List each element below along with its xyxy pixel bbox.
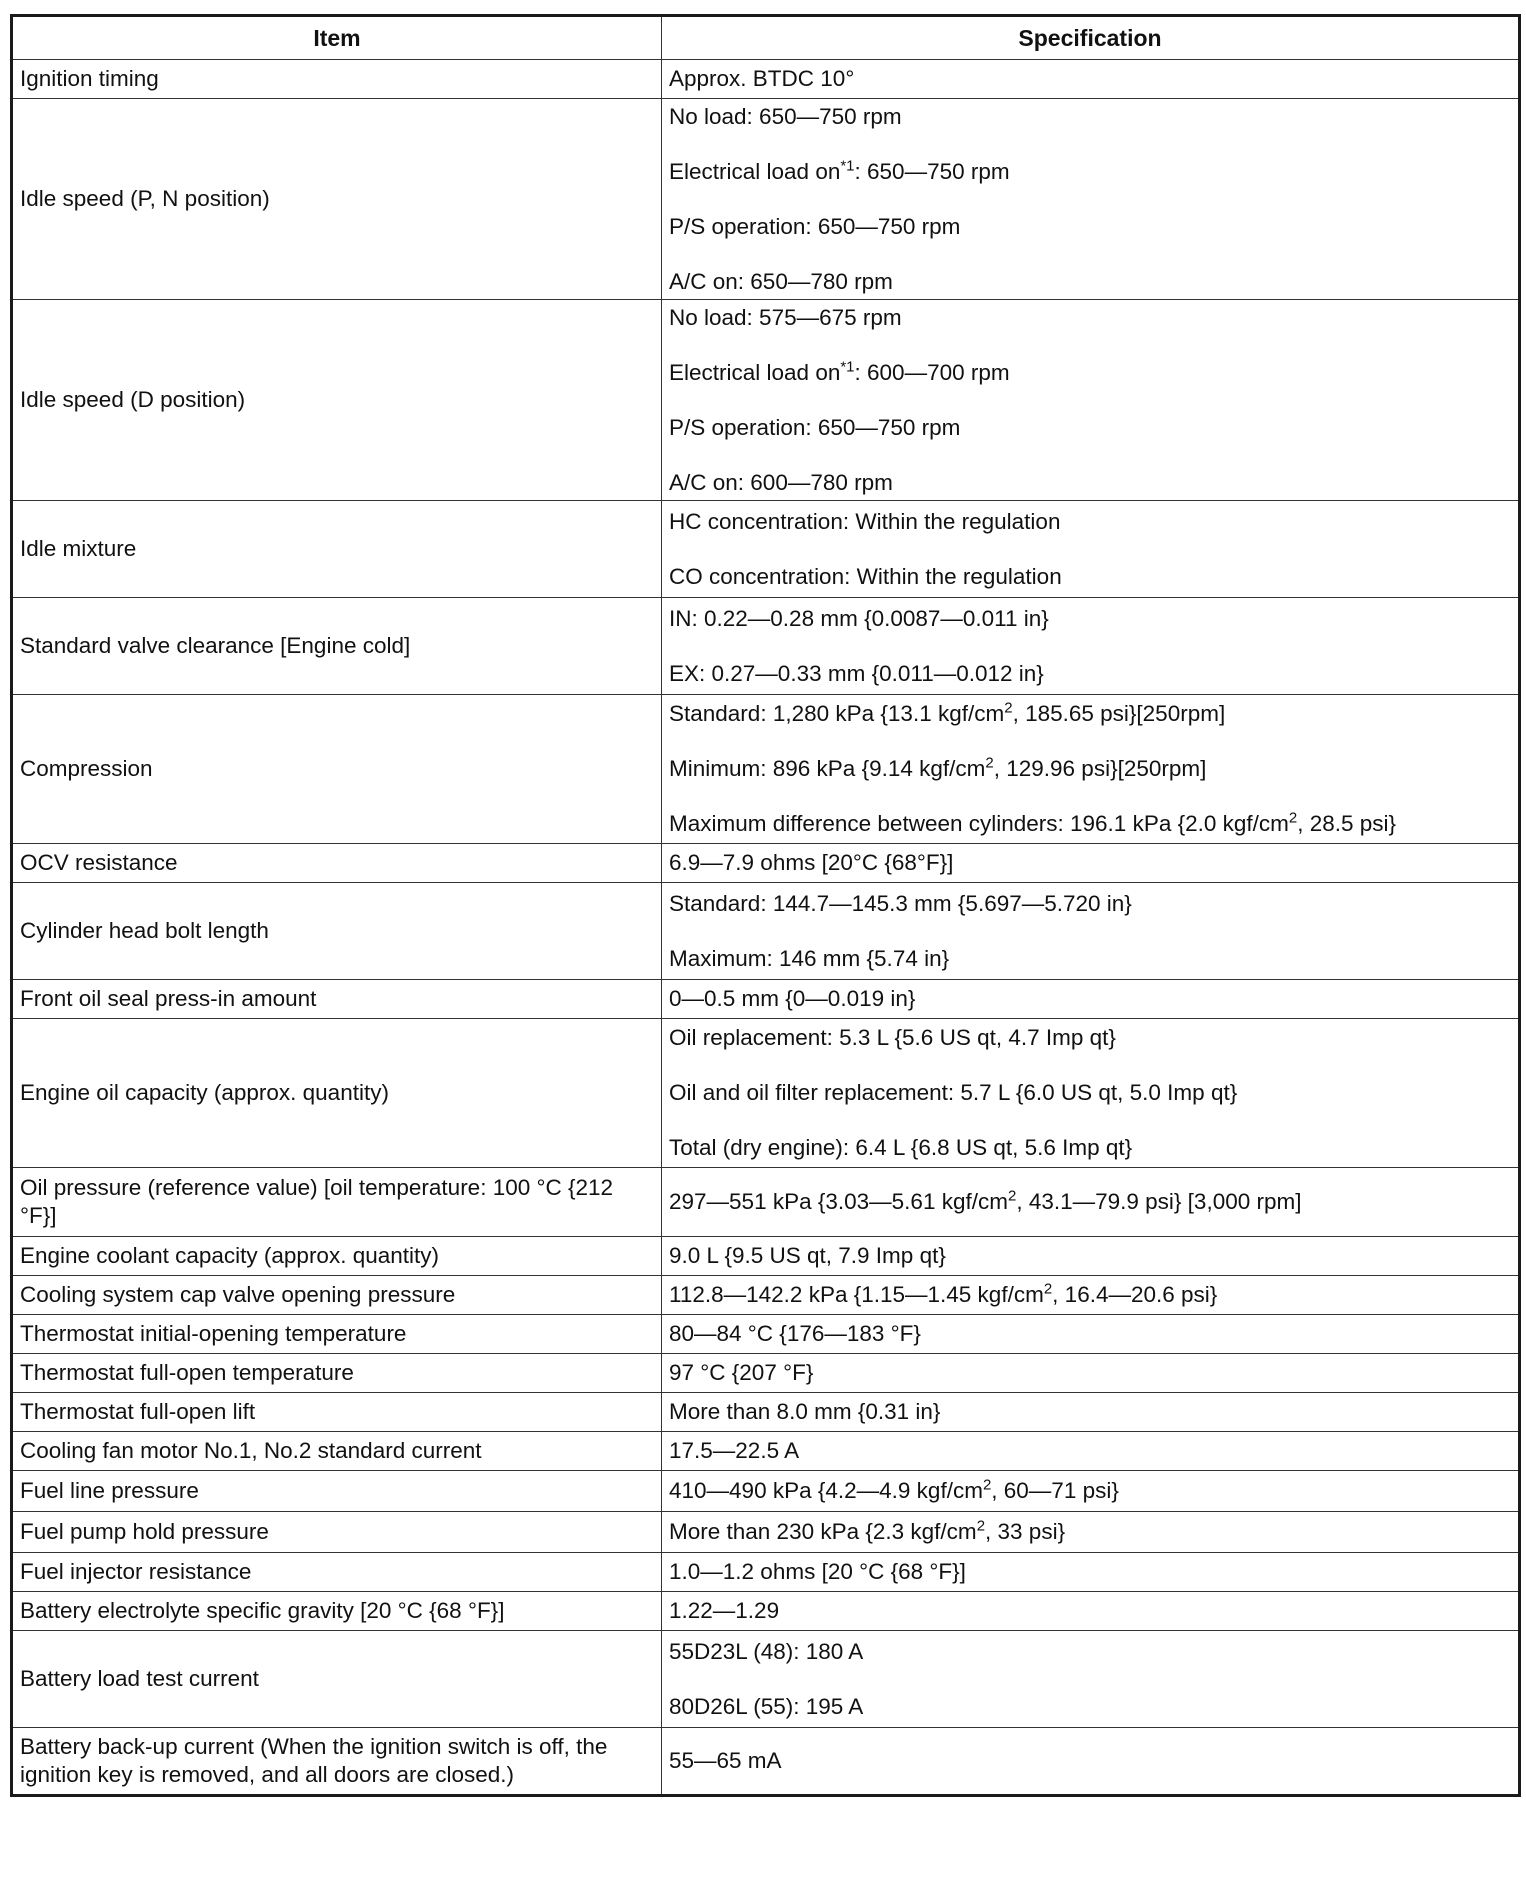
spec-line: Total (dry engine): 6.4 L {6.8 US qt, 5.6 Imp qt} xyxy=(669,1135,1133,1160)
header-item: Item xyxy=(12,16,662,60)
table-row xyxy=(12,1276,1520,1315)
item-cell: Battery electrolyte specific gravity [20 °C {68 °F}] xyxy=(12,1592,662,1631)
item-cell: Idle speed (D position) xyxy=(12,300,662,501)
specification-cell xyxy=(662,1393,1520,1432)
specification-cell xyxy=(662,1553,1520,1592)
item-cell: Fuel injector resistance xyxy=(12,1553,662,1592)
spec-text: , 16.4—20.6 psi} xyxy=(1052,1282,1218,1307)
specification-cell xyxy=(662,1168,1520,1237)
table-row xyxy=(12,1315,1520,1354)
item-cell: Thermostat full-open lift xyxy=(12,1393,662,1432)
superscript: *1 xyxy=(840,358,855,375)
table-row xyxy=(12,501,1520,598)
header-row xyxy=(12,16,1520,60)
specification-cell xyxy=(662,1592,1520,1631)
specification-cell xyxy=(662,1432,1520,1471)
spec-sheet xyxy=(10,14,1518,1797)
item-cell: Standard valve clearance [Engine cold] xyxy=(12,598,662,695)
table-row xyxy=(12,883,1520,980)
table-row xyxy=(12,1728,1520,1796)
table-row xyxy=(12,598,1520,695)
spec-line: CO concentration: Within the regulation xyxy=(669,563,1062,589)
spec-text: 410—490 kPa {4.2—4.9 kgf/cm xyxy=(669,1478,983,1503)
specification-cell xyxy=(662,1728,1520,1796)
specification-cell xyxy=(662,1237,1520,1276)
table-row xyxy=(12,1237,1520,1276)
specification-cell xyxy=(662,1315,1520,1354)
spec-line: IN: 0.22—0.28 mm {0.0087—0.011 in} xyxy=(669,605,1049,631)
table-row xyxy=(12,300,1520,501)
table-row xyxy=(12,99,1520,300)
item-cell: Fuel pump hold pressure xyxy=(12,1512,662,1553)
specification-cell xyxy=(662,883,1520,980)
spec-text: : 600—700 rpm xyxy=(854,359,1010,385)
spec-line: 55—65 mA xyxy=(669,1748,782,1773)
item-cell: Engine coolant capacity (approx. quantity) xyxy=(12,1237,662,1276)
specification-cell xyxy=(662,980,1520,1019)
specification-cell xyxy=(662,1471,1520,1512)
spec-text: Standard: 1,280 kPa {13.1 kgf/cm xyxy=(669,701,1005,726)
spec-text: : 650—750 rpm xyxy=(854,158,1010,184)
spec-line: 1.0—1.2 ohms [20 °C {68 °F}] xyxy=(669,1559,966,1584)
spec-line: Maximum: 146 mm {5.74 in} xyxy=(669,945,950,971)
specification-cell xyxy=(662,1512,1520,1553)
item-cell: Battery back-up current (When the ignition switch is off, the ignition key is removed, and all doors are closed.) xyxy=(12,1728,662,1796)
specification-cell xyxy=(662,1631,1520,1728)
item-cell: Engine oil capacity (approx. quantity) xyxy=(12,1019,662,1168)
spec-line xyxy=(669,1477,1511,1505)
item-cell: Idle speed (P, N position) xyxy=(12,99,662,300)
specification-cell xyxy=(662,1276,1520,1315)
spec-line: A/C on: 600—780 rpm xyxy=(669,469,893,495)
spec-line: HC concentration: Within the regulation xyxy=(669,508,1061,534)
spec-line: 17.5—22.5 A xyxy=(669,1438,800,1463)
table-row xyxy=(12,844,1520,883)
spec-line: Approx. BTDC 10° xyxy=(669,66,855,91)
superscript: 2 xyxy=(1007,1187,1017,1205)
spec-line: 80D26L (55): 195 A xyxy=(669,1693,864,1719)
spec-line xyxy=(669,158,1511,186)
spec-line: 6.9—7.9 ohms [20°C {68°F}] xyxy=(669,850,954,875)
item-cell: OCV resistance xyxy=(12,844,662,883)
specification-cell xyxy=(662,99,1520,300)
superscript: 2 xyxy=(982,1476,992,1494)
spec-line: 55D23L (48): 180 A xyxy=(669,1638,864,1664)
superscript: 2 xyxy=(1004,699,1013,717)
spec-text: , 28.5 psi} xyxy=(1297,811,1397,836)
table-row xyxy=(12,1553,1520,1592)
table-row xyxy=(12,1631,1520,1728)
table-row xyxy=(12,1168,1520,1237)
specification-cell xyxy=(662,300,1520,501)
table-row xyxy=(12,60,1520,99)
item-cell: Cooling fan motor No.1, No.2 standard current xyxy=(12,1432,662,1471)
specification-cell xyxy=(662,60,1520,99)
table-row xyxy=(12,1432,1520,1471)
specification-cell xyxy=(662,1019,1520,1168)
spec-line: No load: 575—675 rpm xyxy=(669,304,902,330)
spec-line: P/S operation: 650—750 rpm xyxy=(669,414,961,440)
table-row xyxy=(12,1471,1520,1512)
table-row xyxy=(12,1512,1520,1553)
spec-text: 112.8—142.2 kPa {1.15—1.45 kgf/cm xyxy=(669,1282,1044,1307)
item-cell: Cylinder head bolt length xyxy=(12,883,662,980)
item-cell: Idle mixture xyxy=(12,501,662,598)
item-cell: Battery load test current xyxy=(12,1631,662,1728)
item-cell: Thermostat full-open temperature xyxy=(12,1354,662,1393)
spec-text: , 60—71 psi} xyxy=(991,1478,1119,1503)
spec-text: , 43.1—79.9 psi} [3,000 rpm] xyxy=(1016,1189,1302,1214)
spec-text: Maximum difference between cylinders: 196.1 kPa {2.0 kgf/cm xyxy=(669,811,1289,836)
spec-line: 80—84 °C {176—183 °F} xyxy=(669,1321,921,1346)
spec-line xyxy=(669,755,1511,783)
spec-text: , 185.65 psi}[250rpm] xyxy=(1012,701,1226,726)
spec-line: 97 °C {207 °F} xyxy=(669,1360,814,1385)
header-specification: Specification xyxy=(662,16,1520,60)
item-cell: Ignition timing xyxy=(12,60,662,99)
spec-line: No load: 650—750 rpm xyxy=(669,103,902,129)
spec-text: Electrical load on xyxy=(669,158,841,184)
item-cell: Front oil seal press-in amount xyxy=(12,980,662,1019)
spec-line xyxy=(669,700,1511,728)
specification-cell xyxy=(662,695,1520,844)
spec-line: Oil and oil filter replacement: 5.7 L {6.0 US qt, 5.0 Imp qt} xyxy=(669,1080,1238,1105)
spec-line xyxy=(669,359,1511,387)
spec-line xyxy=(669,1518,1511,1546)
item-cell: Compression xyxy=(12,695,662,844)
superscript: 2 xyxy=(985,754,994,772)
spec-line: More than 8.0 mm {0.31 in} xyxy=(669,1399,941,1424)
spec-line: EX: 0.27—0.33 mm {0.011—0.012 in} xyxy=(669,660,1044,686)
item-cell: Thermostat initial-opening temperature xyxy=(12,1315,662,1354)
spec-text: 297—551 kPa {3.03—5.61 kgf/cm xyxy=(669,1189,1008,1214)
specification-table xyxy=(10,14,1521,1797)
spec-text: , 129.96 psi}[250rpm] xyxy=(993,756,1207,781)
table-row xyxy=(12,1393,1520,1432)
spec-line: A/C on: 650—780 rpm xyxy=(669,268,893,294)
specification-cell xyxy=(662,1354,1520,1393)
table-row xyxy=(12,695,1520,844)
item-cell: Oil pressure (reference value) [oil temperature: 100 °C {212 °F}] xyxy=(12,1168,662,1237)
spec-line: Oil replacement: 5.3 L {5.6 US qt, 4.7 Imp qt} xyxy=(669,1025,1116,1050)
superscript: 2 xyxy=(1288,809,1298,827)
table-row xyxy=(12,980,1520,1019)
spec-line xyxy=(669,810,1511,838)
item-cell: Fuel line pressure xyxy=(12,1471,662,1512)
table-body xyxy=(12,60,1520,1796)
spec-text: Minimum: 896 kPa {9.14 kgf/cm xyxy=(669,756,986,781)
spec-line xyxy=(669,1281,1511,1309)
superscript: *1 xyxy=(840,157,855,174)
specification-cell xyxy=(662,844,1520,883)
spec-line: 1.22—1.29 xyxy=(669,1598,780,1623)
spec-line: P/S operation: 650—750 rpm xyxy=(669,213,961,239)
spec-line: 9.0 L {9.5 US qt, 7.9 Imp qt} xyxy=(669,1243,946,1268)
spec-line: 0—0.5 mm {0—0.019 in} xyxy=(669,986,916,1011)
spec-line xyxy=(669,1188,1511,1216)
spec-text: , 33 psi} xyxy=(985,1519,1066,1544)
spec-text: More than 230 kPa {2.3 kgf/cm xyxy=(669,1519,977,1544)
spec-text: Electrical load on xyxy=(669,359,841,385)
spec-line: Standard: 144.7—145.3 mm {5.697—5.720 in} xyxy=(669,890,1132,916)
specification-cell xyxy=(662,501,1520,598)
table-row xyxy=(12,1019,1520,1168)
table-row xyxy=(12,1354,1520,1393)
item-cell: Cooling system cap valve opening pressure xyxy=(12,1276,662,1315)
specification-cell xyxy=(662,598,1520,695)
superscript: 2 xyxy=(1043,1280,1053,1298)
table-row xyxy=(12,1592,1520,1631)
superscript: 2 xyxy=(976,1517,986,1535)
